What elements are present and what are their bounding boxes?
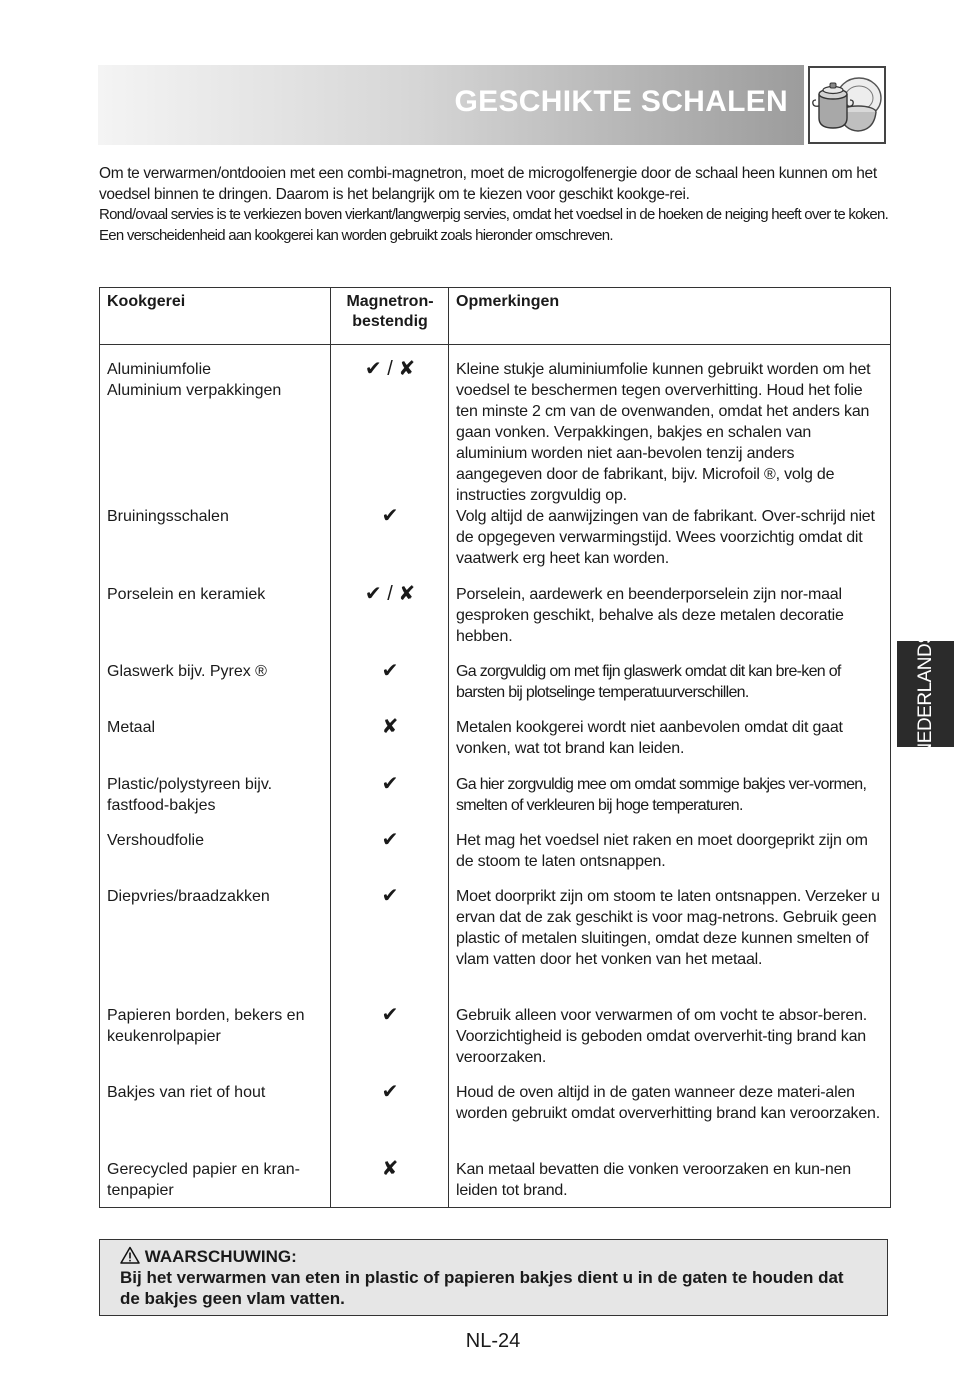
- suitability-cell: ✔: [331, 830, 449, 886]
- cookware-cell: Metaal: [100, 717, 331, 774]
- remarks-cell: Kan metaal bevatten die vonken veroorzaken en kun-nen leiden tot brand.: [449, 1159, 891, 1208]
- remarks-cell: Metalen kookgerei wordt niet aanbevolen omdat dit gaat vonken, wat tot brand kan leiden.: [449, 717, 891, 774]
- language-tab: [897, 631, 954, 757]
- remarks-cell: Volg altijd de aanwijzingen van de fabrikant. Over-schrijd niet de opgegeven verwarmingstijd. Wees voorzichtig omdat dit vaatwerk erg heet kan worden.: [449, 506, 891, 584]
- intro-paragraph-2: Rond/ovaal servies is te verkiezen boven vierkant/langwerpig servies, omdat het voedsel in de hoeken de neiging heeft over te koken. Een verscheidenheid aan kookgerei kan worden gebruikt zoals hieronder omschreven.: [99, 206, 889, 244]
- cookware-cell: Vershoudfolie: [100, 830, 331, 886]
- page-number: NL-24: [465, 1330, 521, 1352]
- intro-paragraph-1: Om te verwarmen/ontdooien met een combi-magnetron, moet de microgolfenergie door de schaal heen kunnen om het voedsel binnen te dringen. Daarom is het belangrijk om te kiezen voor geschikt kookge-rei.: [99, 165, 877, 203]
- suitability-cell: ✔: [331, 774, 449, 830]
- warning-text: Bij het verwarmen van eten in plastic of papieren bakjes dient u in de gaten te houden dat de bakjes geen vlam vatten.: [120, 1268, 844, 1308]
- suitability-cell: ✔ / ✘: [331, 345, 449, 507]
- cookware-cell: Diepvries/braadzakken: [100, 886, 331, 1005]
- cookware-cell: Bakjes van riet of hout: [100, 1082, 331, 1159]
- cookware-cell: [100, 345, 331, 507]
- cookware-cell: Bruiningsschalen: [100, 506, 331, 584]
- warning-heading-line: [120, 1246, 867, 1267]
- suitability-cell: ✔: [331, 661, 449, 717]
- cookware-name: Aluminiumfolie Aluminium verpakkingen: [107, 361, 282, 399]
- remarks-cell: Ga hier zorgvuldig mee om omdat sommige bakjes ver-vormen, smelten of verkleuren bij hoge temperaturen.: [449, 774, 891, 830]
- table-row: [100, 345, 891, 507]
- remarks-cell: Het mag het voedsel niet raken en moet doorgeprikt zijn om de stoom te laten ontsnappen.: [449, 830, 891, 886]
- cookware-cell: Glaswerk bijv. Pyrex ®: [100, 661, 331, 717]
- language-tab-label: NEDERLANDS: [914, 631, 936, 757]
- suitability-cell: ✔: [331, 506, 449, 584]
- suitability-cell: ✔: [331, 1082, 449, 1159]
- table-row: [100, 886, 891, 1005]
- cookware-table: [99, 287, 891, 1208]
- suitability-cell: ✘: [331, 1159, 449, 1208]
- cookware-cell: Plastic/polystyreen bijv. fastfood-bakjes: [100, 774, 331, 830]
- table-row: [100, 506, 891, 584]
- suitability-cell: ✔: [331, 1005, 449, 1082]
- table-row: [100, 661, 891, 717]
- header-bar: [98, 65, 804, 145]
- warning-icon: [120, 1246, 140, 1264]
- page-title: GESCHIKTE SCHALEN: [454, 85, 788, 118]
- remarks-cell: Ga zorgvuldig om met fijn glaswerk omdat dit kan bre-ken of barsten bij plotselinge temperatuurverschillen.: [449, 661, 891, 717]
- table-row: [100, 584, 891, 661]
- cookware-icon: [808, 66, 886, 144]
- remarks-cell: Houd de oven altijd in de gaten wanneer deze materi-alen worden gebruikt omdat oververhitting brand kan veroorzaken.: [449, 1082, 891, 1159]
- intro-text: [99, 164, 889, 246]
- table-row: [100, 1159, 891, 1208]
- warning-box: [99, 1239, 888, 1316]
- cookware-cell: Porselein en keramiek: [100, 584, 331, 661]
- column-header-microwave-safe: Magnetron- bestendig: [331, 288, 449, 345]
- remarks-cell: Kleine stukje aluminiumfolie kunnen gebruikt worden om het voedsel te beschermen tegen oververhitting. Houd het folie ten minste 2 cm van de ovenwanden, omdat het anders kan gaan vonken. Verpakkingen, bakjes en schalen van aluminium worden niet aan-bevolen tenzij anders aangegeven door de fabrikant, bijv. Microfoil ®, volg de instructies zorgvuldig op.: [449, 345, 891, 507]
- suitability-cell: ✔ / ✘: [331, 584, 449, 661]
- remarks-cell: Moet doorprikt zijn om stoom te laten ontsnappen. Verzeker u ervan dat de zak geschikt is voor mag-netrons. Gebruik geen plastic of metalen sluitingen, omdat deze kunnen smelten of vlam vatten door het vonken van het metaal.: [449, 886, 891, 1005]
- table-row: [100, 774, 891, 830]
- remarks-cell: Gebruik alleen voor verwarmen of om vocht te absor-beren. Voorzichtigheid is geboden omdat oververhit-ting brand kan veroorzaken.: [449, 1005, 891, 1082]
- suitability-cell: ✘: [331, 717, 449, 774]
- suitability-cell: ✔: [331, 886, 449, 1005]
- table-header-row: [100, 288, 891, 345]
- warning-heading: WAARSCHUWING:: [144, 1247, 297, 1266]
- cookware-cell: Papieren borden, bekers en keukenrolpapier: [100, 1005, 331, 1082]
- table-row: [100, 1082, 891, 1159]
- cookware-cell: Gerecycled papier en kran-tenpapier: [100, 1159, 331, 1208]
- remarks-cell: Porselein, aardewerk en beenderporselein zijn nor-maal gesproken geschikt, behalve als deze metalen decoratie hebben.: [449, 584, 891, 661]
- table-row: [100, 830, 891, 886]
- column-header-remarks: Opmerkingen: [449, 288, 891, 345]
- table-row: [100, 1005, 891, 1082]
- table-row: [100, 717, 891, 774]
- column-header-cookware: Kookgerei: [100, 288, 331, 345]
